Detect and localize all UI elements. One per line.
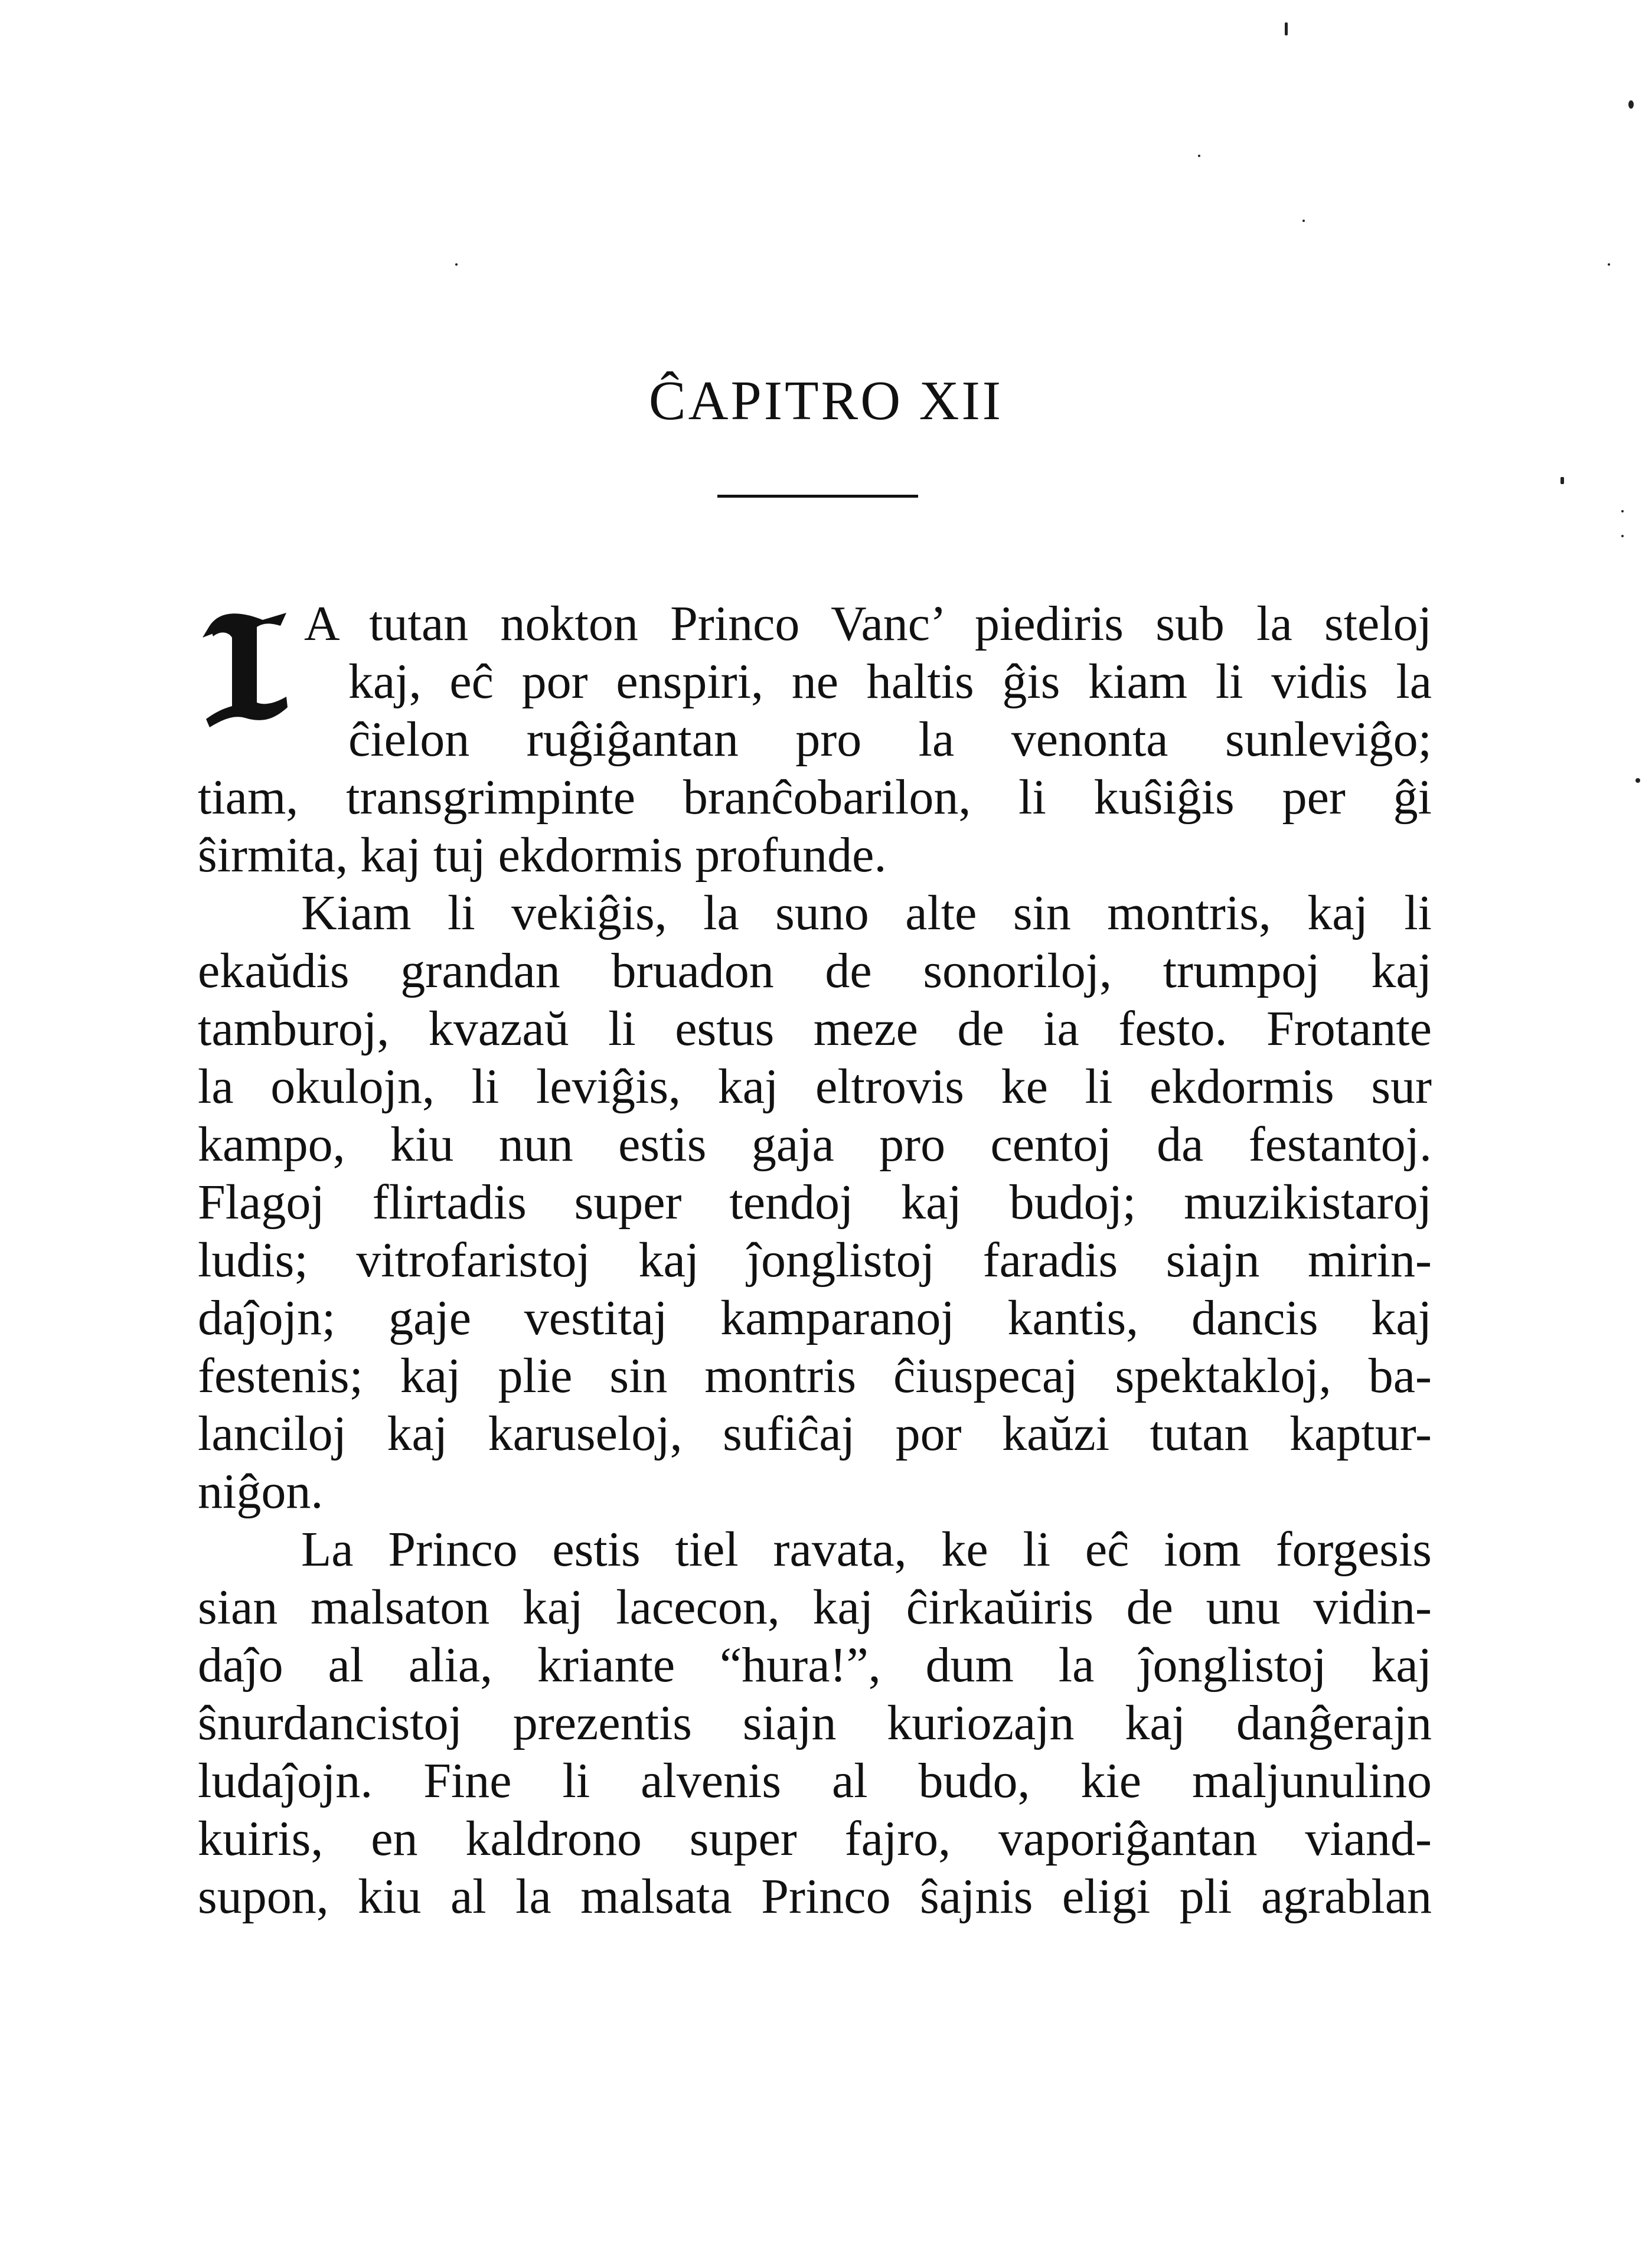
text-line: A tutan nokton Princo Vanc’ piediris sub la steloj xyxy=(304,596,1432,651)
paragraph xyxy=(198,884,1432,1521)
text-line: tamburoj, kvazaŭ li estus meze de ia festo. Frotante xyxy=(198,1001,1432,1056)
scan-speck xyxy=(1621,535,1624,537)
scan-speck xyxy=(1560,477,1564,484)
text-line: kaj, eĉ por enspiri, ne haltis ĝis kiam li vidis la xyxy=(348,654,1432,709)
scan-speck xyxy=(1608,263,1610,266)
text-line: tiam, transgrimpinte branĉobarilon, li kuŝiĝis per ĝi xyxy=(198,770,1432,825)
body-text xyxy=(198,595,1432,1926)
scan-speck xyxy=(1285,22,1288,35)
text-line: ŝnurdancistoj prezentis siajn kuriozajn kaj danĝerajn xyxy=(198,1696,1432,1750)
chapter-title: ĈAPITRO XII xyxy=(648,370,1004,432)
scan-speck xyxy=(1621,510,1624,512)
text-line: ĉielon ruĝiĝantan pro la venonta sunleviĝo; xyxy=(348,712,1432,767)
text-line: daĵojn; gaje vestitaj kamparanoj kantis, dancis kaj xyxy=(198,1291,1432,1345)
text-line: niĝon. xyxy=(198,1464,324,1519)
scan-speck xyxy=(1198,155,1200,157)
text-line: kuiris, en kaldrono super fajro, vaporiĝantan viand- xyxy=(198,1811,1432,1866)
paragraph xyxy=(198,595,1432,884)
text-line: Flagoj flirtadis super tendoj kaj budoj; muzikistaroj xyxy=(198,1175,1432,1230)
text-line: sian malsaton kaj lacecon, kaj ĉirkaŭiris de unu vidin- xyxy=(198,1580,1432,1635)
scan-speck xyxy=(1628,100,1634,109)
scan-speck xyxy=(1302,220,1305,222)
scan-speck xyxy=(455,263,458,266)
text-line: la okulojn, li leviĝis, kaj eltrovis ke li ekdormis sur xyxy=(198,1059,1432,1114)
scan-speck xyxy=(1635,778,1640,783)
text-line: ludaĵojn. Fine li alvenis al budo, kie maljunulino xyxy=(198,1753,1432,1808)
text-line: La Princo estis tiel ravata, ke li eĉ iom forgesis xyxy=(301,1522,1432,1577)
text-line: ekaŭdis grandan bruadon de sonoriloj, trumpoj kaj xyxy=(198,943,1432,998)
text-line: ludis; vitrofaristoj kaj ĵonglistoj faradis siajn mirin- xyxy=(198,1233,1432,1288)
text-line: ŝirmita, kaj tuj ekdormis profunde. xyxy=(198,828,887,883)
text-line: supon, kiu al la malsata Princo ŝajnis eligi pli agrablan xyxy=(198,1869,1432,1924)
text-line: Kiam li vekiĝis, la suno alte sin montris, kaj li xyxy=(301,886,1432,940)
paragraph xyxy=(198,1521,1432,1926)
text-line: daĵo al alia, kriante “hura!”, dum la ĵonglistoj kaj xyxy=(198,1638,1432,1693)
text-line: lanciloj kaj karuseloj, sufiĉaj por kaŭzi tutan kaptur- xyxy=(198,1406,1432,1461)
title-rule xyxy=(717,495,918,498)
text-line: kampo, kiu nun estis gaja pro centoj da festantoj. xyxy=(198,1117,1432,1172)
text-line: festenis; kaj plie sin montris ĉiuspecaj spektakloj, ba- xyxy=(198,1348,1432,1403)
